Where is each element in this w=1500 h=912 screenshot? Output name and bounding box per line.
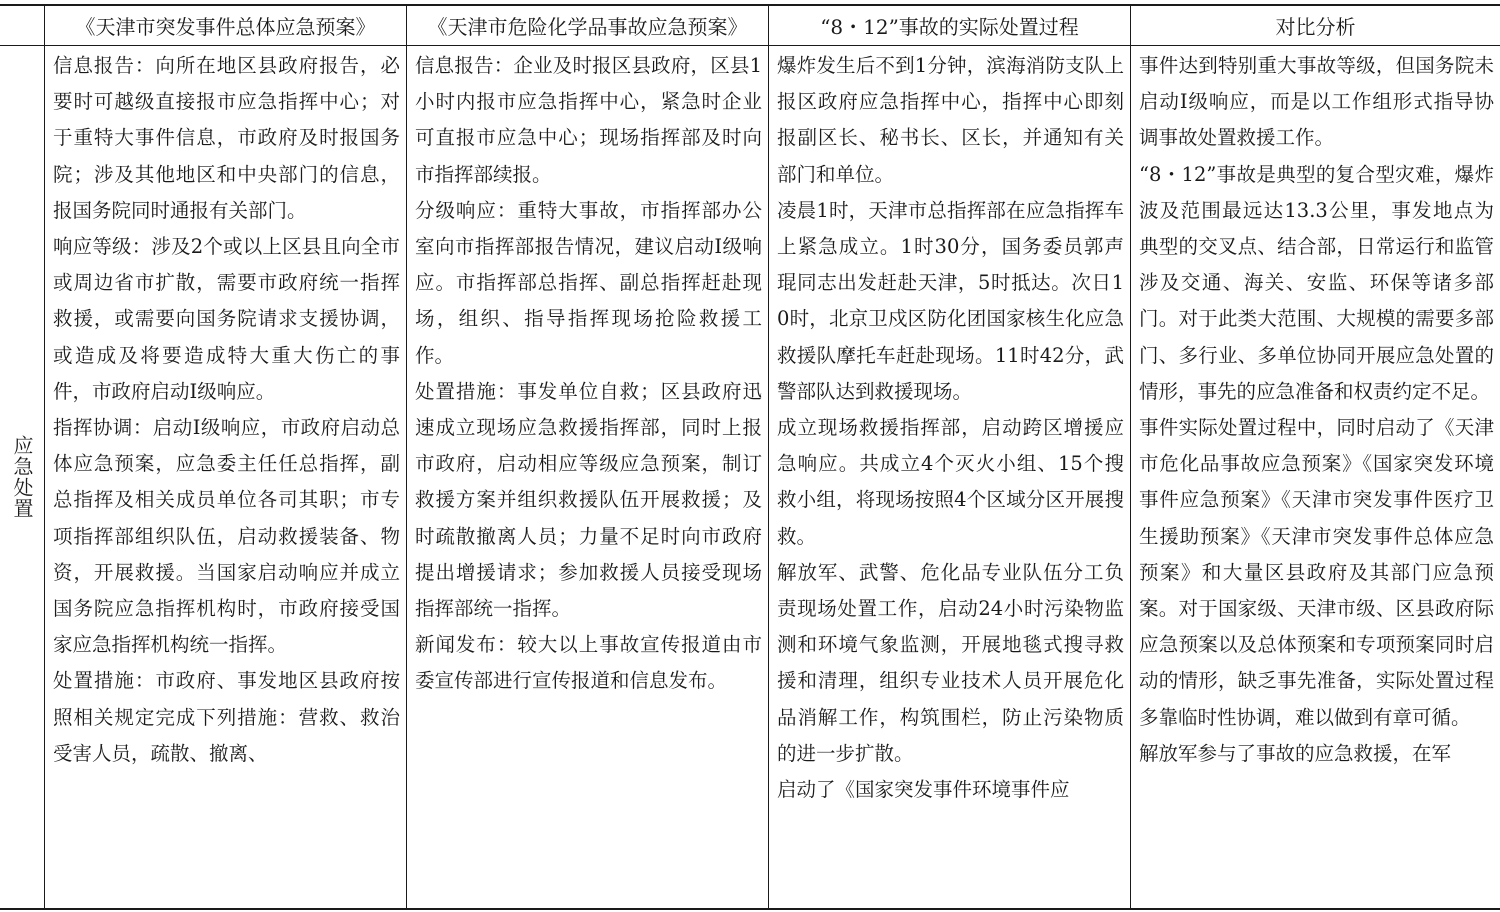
row-label: 应急处置 [10,435,34,519]
column-hazmat-plan [407,48,768,908]
paragraph: 处置措施：市政府、事发地区县政府按照相关规定完成下列措施：营救、救治受害人员，疏散、撤离、 [53,669,400,765]
row-label-cell [0,46,44,908]
paragraph: 事件实际处置过程中，同时启动了《天津市危化品事故应急预案》《国家突发环境事件应急预案》《天津市突发事件医疗卫生援助预案》《天津市突发事件总体应急预案》和大量区县政府及其部门应急预案。对于国家级、天津市级、区县政府际应急预案以及总体预案和专项预案同时启动的情形，缺乏事先准备，实际处置过程多靠临时性协调，难以做到有章可循。 [1139,416,1494,729]
column-actual-process [769,48,1130,908]
header-total-plan: 《天津市突发事件总体应急预案》 [75,15,376,39]
paragraph: 指挥协调：启动I级响应，市政府启动总体应急预案，应急委主任任总指挥，副总指挥及相关成员单位各司其职；市专项指挥部组织队伍，启动救援装备、物资，开展救援。当国家启动响应并成立国务院应急指挥机构时，市政府接受国家应急指挥机构统一指挥。 [53,416,400,657]
header-comparison: 对比分析 [1275,15,1356,39]
paragraph: 解放军、武警、危化品专业队伍分工负责现场处置工作，启动24小时污染物监测和环境气象监测，开展地毯式搜寻救援和清理，组织专业技术人员开展危化品消解工作，构筑围栏，防止污染物质的进一步扩散。 [777,560,1124,765]
paragraph: “8・12”事故是典型的复合型灾难，爆炸波及范围最远达13.3公里，事发地点为典型的交叉点、结合部，日常运行和监管涉及交通、海关、安监、环保等诸多部门。对于此类大范围、大规模的需要多部门、多行业、多单位协同开展应急处置的情形，事先的应急准备和权责约定不足。 [1139,162,1494,403]
paragraph: 处置措施：事发单位自救；区县政府迅速成立现场应急救援指挥部，同时上报市政府，启动相应等级应急预案，制订救援方案并组织救援队伍开展救援；及时疏散撤离人员；力量不足时向市政府提出增援请求；参加救援人员接受现场指挥部统一指挥。 [415,379,762,621]
column-total-plan [45,48,406,908]
paragraph: 信息报告：企业及时报区县政府，区县1小时内报市应急指挥中心，紧急时企业可直报市应急中心；现场指挥部及时向市指挥部续报。 [415,54,762,186]
paragraph: 解放军参与了事故的应急救援，在军 [1139,741,1452,765]
paragraph: 爆炸发生后不到1分钟，滨海消防支队上报区政府应急指挥中心，指挥中心即刻报副区长、秘书长、区长，并通知有关部门和单位。 [777,54,1124,186]
header-actual-process: “8・12”事故的实际处置过程 [820,15,1079,39]
paragraph: 成立现场救援指挥部，启动跨区增援应急响应。共成立4个灭火小组、15个搜救小组，将现场按照4个区域分区开展搜救。 [777,416,1124,548]
paragraph: 分级响应：重特大事故，市指挥部办公室向市指挥部报告情况，建议启动I级响应。市指挥部总指挥、副总指挥赶赴现场，组织、指导指挥现场抢险救援工作。 [415,198,762,367]
header-bottom-rule [0,45,1500,46]
paragraph: 事件达到特别重大事故等级，但国务院未启动I级响应，而是以工作组形式指导协调事故处置救援工作。 [1139,54,1494,150]
paragraph: 响应等级：涉及2个或以上区县且向全市或周边省市扩散，需要市政府统一指挥救援，或需要向国务院请求支援协调，或造成及将要造成特大重大伤亡的事件，市政府启动I级响应。 [53,235,400,403]
paragraph: 新闻发布：较大以上事故宣传报道由市委宣传部进行宣传报道和信息发布。 [415,633,762,693]
column-comparison [1131,48,1500,908]
paragraph: 启动了《国家突发事件环境事件应 [777,778,1070,802]
header-hazmat-plan: 《天津市危险化学品事故应急预案》 [427,15,748,39]
paragraph: 凌晨1时，天津市总指挥部在应急指挥车上紧急成立。1时30分，国务委员郭声琨同志出发赶赴天津，5时抵达。次日10时，北京卫戍区防化团国家核生化应急救援队摩托车赶赴现场。11时42分，武警部队达到救援现场。 [777,198,1124,403]
paragraph: 信息报告：向所在地区县政府报告，必要时可越级直接报市应急指挥中心；对于重特大事件信息，市政府及时报国务院；涉及其他地区和中央部门的信息，报国务院同时通报有关部门。 [53,54,400,222]
table-bottom-rule [0,908,1500,910]
